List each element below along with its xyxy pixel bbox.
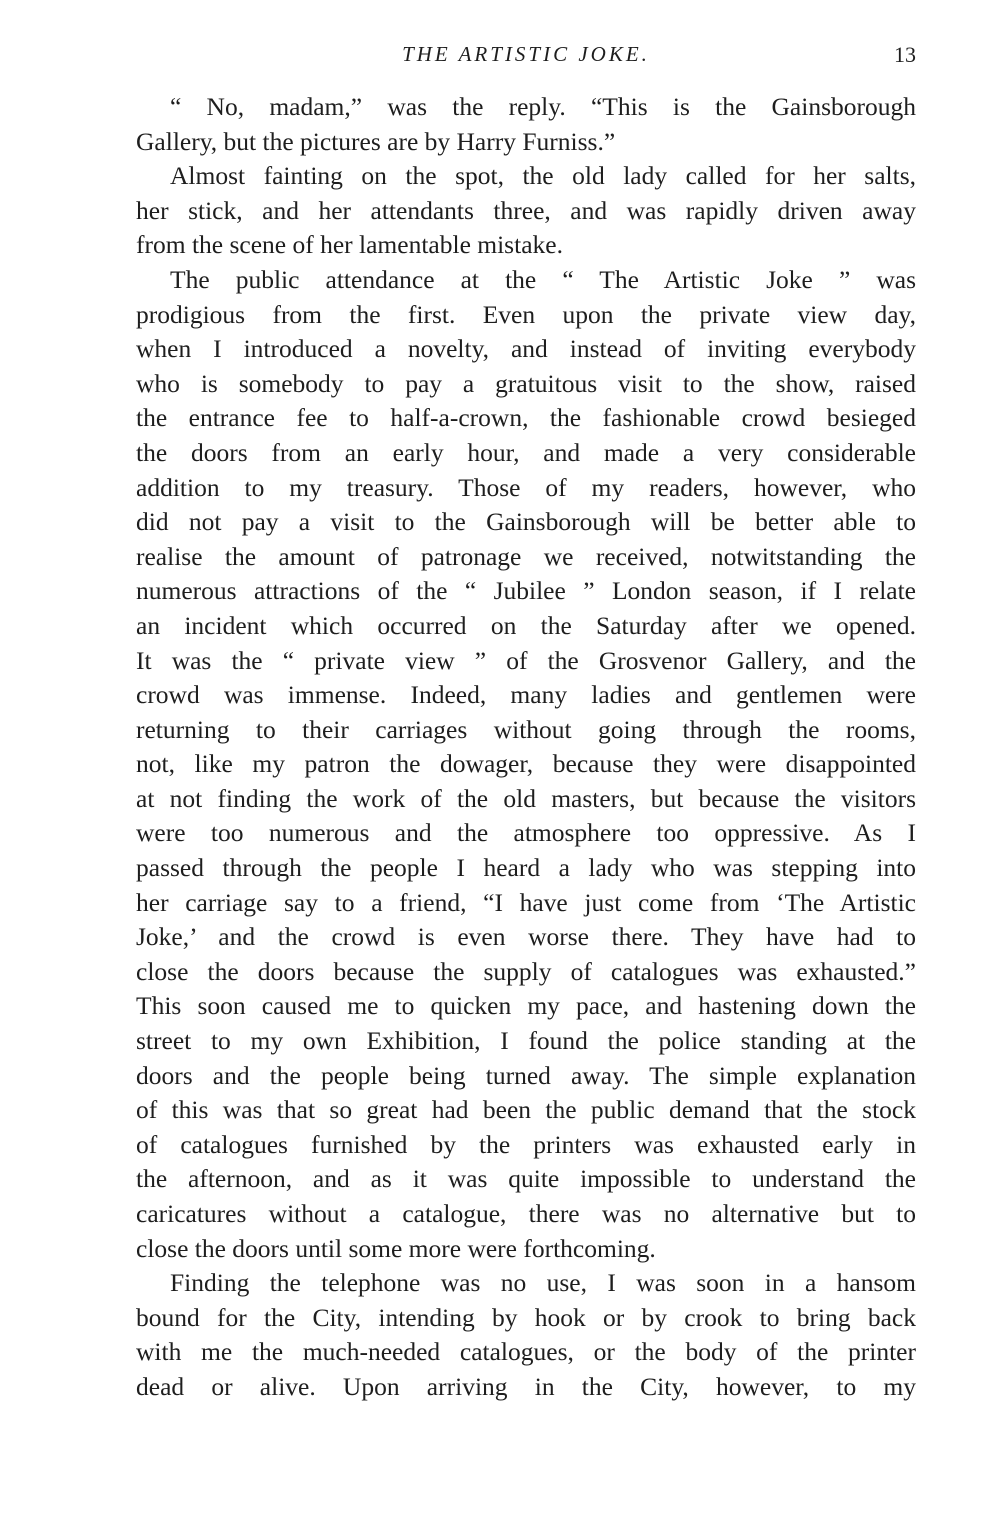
- paragraph-1: [136, 90, 916, 159]
- text-line: It was the “ private view ” of the Grosvenor Gallery, and the: [136, 645, 916, 675]
- text-line: Finding the telephone was no use, I was soon in a hansom: [170, 1268, 916, 1298]
- text-line: when I introduced a novelty, and instead of inviting everybody: [136, 334, 916, 364]
- paragraph-3: [136, 263, 916, 1266]
- text-line: addition to my treasury. Those of my readers, however, who: [136, 472, 916, 502]
- paragraph-4: [136, 1266, 916, 1404]
- text-line: with me the much-needed catalogues, or the body of the printer: [136, 1337, 916, 1367]
- running-head: [136, 42, 916, 78]
- text-line: Joke,’ and the crowd is even worse there. They have had to: [136, 922, 916, 952]
- text-line: her carriage say to a friend, “I have just come from ‘The Artistic: [136, 887, 916, 917]
- text-line: did not pay a visit to the Gainsborough will be better able to: [136, 507, 916, 537]
- text-line: her stick, and her attendants three, and was rapidly driven away: [136, 195, 916, 225]
- body-text: [136, 90, 916, 1405]
- text-line: the afternoon, and as it was quite impossible to understand the: [136, 1164, 916, 1194]
- text-line: of this was that so great had been the public demand that the stock: [136, 1095, 916, 1125]
- text-line: Almost fainting on the spot, the old lady called for her salts,: [170, 161, 916, 191]
- text-line: doors and the people being turned away. The simple explanation: [136, 1060, 916, 1090]
- text-line: the entrance fee to half-a-crown, the fashionable crowd besieged: [136, 403, 916, 433]
- text-line: realise the amount of patronage we received, notwitstanding the: [136, 541, 916, 571]
- text-line: not, like my patron the dowager, because they were disappointed: [136, 749, 916, 779]
- text-line: Gallery, but the pictures are by Harry Furniss.”: [136, 126, 616, 156]
- text-line: crowd was immense. Indeed, many ladies and gentlemen were: [136, 680, 916, 710]
- text-line: passed through the people I heard a lady who was stepping into: [136, 853, 916, 883]
- text-line: bound for the City, intending by hook or by crook to bring back: [136, 1302, 916, 1332]
- text-line: at not finding the work of the old masters, but because the visitors: [136, 783, 916, 813]
- text-line: close the doors because the supply of catalogues was exhausted.”: [136, 956, 916, 986]
- text-line: returning to their carriages without going through the rooms,: [136, 714, 916, 744]
- text-line: an incident which occurred on the Saturday after we opened.: [136, 610, 916, 640]
- text-line: The public attendance at the “ The Artistic Joke ” was: [170, 264, 916, 294]
- text-line: dead or alive. Upon arriving in the City, however, to my: [136, 1371, 916, 1401]
- text-line: This soon caused me to quicken my pace, and hastening down the: [136, 991, 916, 1021]
- text-line: who is somebody to pay a gratuitous visit to the show, raised: [136, 368, 916, 398]
- page-number: 13: [894, 42, 916, 67]
- paragraph-2: [136, 159, 916, 263]
- text-line: prodigious from the first. Even upon the private view day,: [136, 299, 916, 329]
- running-title: THE ARTISTIC JOKE.: [402, 42, 650, 66]
- text-line: the doors from an early hour, and made a very considerable: [136, 437, 916, 467]
- text-line: numerous attractions of the “ Jubilee ” London season, if I relate: [136, 576, 916, 606]
- text-line: street to my own Exhibition, I found the police standing at the: [136, 1026, 916, 1056]
- text-line: caricatures without a catalogue, there was no alternative but to: [136, 1199, 916, 1228]
- text-line: of catalogues furnished by the printers was exhausted early in: [136, 1129, 916, 1159]
- text-line: were too numerous and the atmosphere too oppressive. As I: [136, 818, 916, 848]
- text-line: close the doors until some more were forthcoming.: [136, 1233, 656, 1263]
- text-line: “ No, madam,” was the reply. “This is the Gainsborough: [170, 92, 916, 121]
- text-line: from the scene of her lamentable mistake.: [136, 230, 563, 260]
